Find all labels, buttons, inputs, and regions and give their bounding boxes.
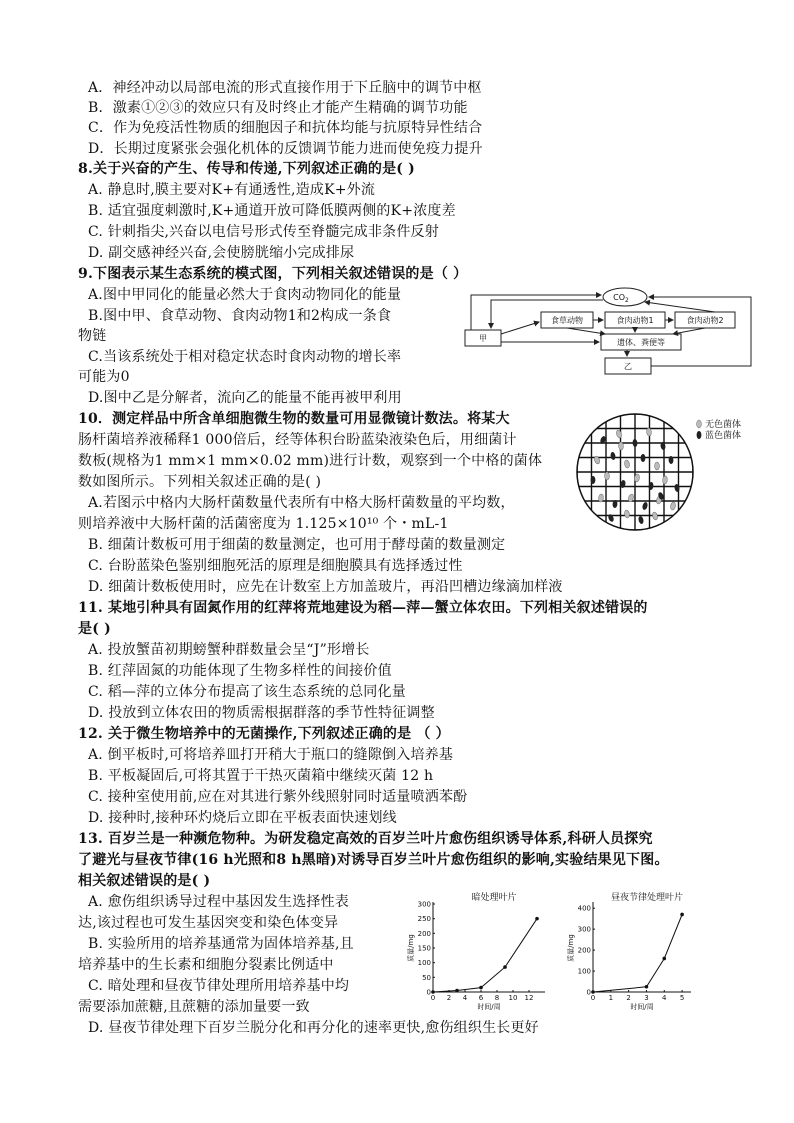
carnivore2-label: 食肉动物2: [686, 316, 724, 325]
dark-treatment-chart: [405, 888, 555, 1016]
y-tick-label: 250: [417, 915, 431, 924]
q13-option-d: D. 昼夜节律处理下百岁兰脱分化和再分化的速率更快,愈伤组织生长更好: [88, 1020, 539, 1036]
colorless-cell: [605, 472, 610, 480]
q11-option-d: D. 投放到立体农田的物质需根据群落的季节性特征调整: [88, 705, 435, 721]
y-tick-label: 400: [577, 904, 591, 913]
colorless-cell: [652, 512, 659, 521]
colorless-cell: [662, 476, 667, 484]
x-tick-label: 4: [462, 994, 468, 1002]
y-tick-label: 100: [577, 967, 591, 976]
x-axis-label: 时间/周: [477, 1003, 501, 1011]
q10-option-d: D. 细菌计数板使用时，应先在计数室上方加盖玻片，再沿凹槽边缘滴加样液: [88, 579, 563, 595]
series-line: [593, 915, 682, 993]
blue-cell: [610, 452, 616, 461]
q8-option-d: D. 副交感神经兴奋,会使膀胱缩小完成排尿: [88, 245, 355, 261]
x-tick-label: 3: [644, 994, 649, 1002]
q11-option-a: A. 投放蟹苗初期螃蟹种群数量会呈“J”形增长: [88, 642, 370, 658]
y-tick-label: 50: [422, 973, 431, 982]
y-axis-label: 质量/mg: [567, 934, 575, 962]
x-tick-label: 1: [608, 994, 614, 1002]
q9-stem: 9.下图表示某生态系统的模式图，下列相关叙述错误的是（ ）: [78, 266, 468, 282]
q13-stem-line1: 13. 百岁兰是一种濒危物种。为研发稳定高效的百岁兰叶片愈伤组织诱导体系,科研人员探究: [78, 831, 653, 847]
y-tick-label: 100: [417, 959, 431, 968]
q7-option-c: C．作为免疫活性物质的细胞因子和抗体均能与抗原特异性结合: [88, 120, 483, 136]
q7-option-d: D．长期过度紧张会强化机体的反馈调节能力进而使免疫力提升: [88, 141, 483, 157]
q9-option-a: A.图中甲同化的能量必然大于食肉动物同化的能量: [88, 287, 402, 303]
q8-option-b: B. 适宜强度刺激时,K+通道开放可降低膜两侧的K+浓度差: [88, 203, 456, 219]
yi-label: 乙: [624, 362, 632, 371]
q11-option-b: B. 红萍固氮的功能体现了生物多样性的间接价值: [88, 663, 392, 679]
legend-blue-swatch: [697, 431, 702, 439]
q12-option-d: D. 接种时,接种环灼烧后立即在平板表面快速划线: [88, 810, 397, 826]
data-point: [455, 989, 459, 993]
q7-option-b: B．激素①②③的效应只有及时终止才能产生精确的调节功能: [88, 100, 468, 116]
x-tick-label: 0: [590, 994, 596, 1002]
q10-stem-line1: 10．测定样品中所含单细胞微生物的数量可用显微镜计数法。将某大: [78, 411, 510, 427]
co2-subscript: 2: [625, 297, 629, 304]
q11-stem-line2: 是( ): [78, 621, 111, 637]
circadian-treatment-chart: [565, 888, 700, 1016]
data-point: [591, 990, 595, 994]
x-tick-label: 0: [430, 994, 436, 1002]
y-tick-label: 300: [577, 925, 591, 934]
remains-label: 遗体、粪便等: [617, 338, 665, 347]
q13-stem-line3: 相关叙述错误的是( ): [78, 873, 211, 889]
data-point: [645, 985, 649, 989]
q12-stem: 12. 关于微生物培养中的无菌操作,下列叙述正确的是 （ ）: [78, 726, 450, 742]
q7-option-a: A．神经冲动以局部电流的形式直接作用于下丘脑中的调节中枢: [88, 80, 482, 96]
data-point: [503, 965, 507, 969]
q9-option-c-line1: C.当该系统处于相对稳定状态时食肉动物的增长率: [88, 349, 402, 365]
y-tick-label: 150: [417, 944, 431, 953]
q8-option-a: A. 静息时,膜主要对K+有通透性,造成K+外流: [88, 182, 376, 198]
legend-blue-label: 蓝色菌体: [705, 431, 742, 441]
arrow-carnivore2-remains: [673, 328, 705, 334]
q10-option-a-line1: A.若图示中格内大肠杆菌数量代表所有中格大肠杆菌数量的平均数，: [88, 495, 515, 511]
co2-label: CO: [613, 293, 626, 302]
x-tick-label: 6: [478, 994, 484, 1002]
x-tick-label: 8: [494, 994, 500, 1002]
y-tick-label: 200: [417, 929, 431, 938]
svg-text:CO2: [613, 293, 629, 304]
blue-cell: [641, 454, 646, 462]
q12-option-a: A. 倒平板时,可将培养皿打开稍大于瓶口的缝隙倒入培养基: [88, 747, 454, 763]
legend-colorless-swatch: [697, 420, 702, 428]
counting-chamber-figure: [575, 410, 785, 535]
colorless-cell: [655, 462, 660, 470]
x-axis-label: 时间/周: [630, 1003, 654, 1011]
arrow-jia-herbivore: [501, 322, 539, 334]
q13-option-c-line2: 需要添加蔗糖,且蔗糖的添加量要一致: [78, 999, 310, 1015]
chart-title: 暗处理叶片: [471, 893, 517, 903]
colorless-cell: [624, 510, 630, 519]
jia-label: 甲: [479, 334, 487, 343]
blue-cell: [642, 502, 649, 511]
data-point: [535, 917, 539, 921]
x-tick-label: 10: [508, 994, 518, 1002]
q10-option-c: C. 台盼蓝染色鉴别细胞死活的原理是细胞膜具有选择透过性: [88, 558, 463, 574]
q8-stem: 8.关于兴奋的产生、传导和传递,下列叙述正确的是( ): [78, 161, 416, 177]
q13-option-b-line1: B. 实验所用的培养基通常为固体培养基,且: [88, 936, 354, 952]
q8-option-c: C. 针刺指尖,兴奋以电信号形式传至脊髓完成非条件反射: [88, 224, 439, 240]
q10-option-b: B. 细菌计数板可用于细菌的数量测定，也可用于酵母菌的数量测定: [88, 537, 506, 553]
q13-option-b-line2: 培养基中的生长素和细胞分裂素比例适中: [78, 957, 334, 973]
series-line: [433, 919, 537, 992]
x-tick-label: 2: [446, 994, 452, 1002]
colorless-cell: [616, 429, 623, 438]
q13-option-a-line2: 达,该过程也可发生基因突变和染色体变异: [78, 915, 339, 931]
q13-stem-line2: 了避光与昼夜节律(16 h光照和8 h黑暗)对诱导百岁兰叶片愈伤组织的影响,实验结果见下图。: [78, 852, 669, 868]
arrow-yi-co2: [649, 297, 751, 366]
data-point: [431, 990, 435, 994]
data-point: [662, 957, 666, 961]
q10-stem-line3: 数板(规格为1 mm×1 mm×0.02 mm)进行计数，观察到一个中格的菌体: [78, 453, 543, 469]
q9-option-b-line1: B.图中甲、食草动物、食肉动物1和2构成一条食: [88, 308, 392, 324]
x-tick-label: 12: [524, 994, 534, 1002]
arrow-co2-jia: [491, 300, 603, 328]
colorless-cell: [593, 455, 600, 464]
q13-option-a-line1: A. 愈伤组织诱导过程中基因发生选择性表: [88, 894, 350, 910]
colorless-cell: [624, 460, 630, 469]
data-point: [680, 913, 684, 917]
q11-stem-line1: 11. 某地引种具有固氮作用的红萍将荒地建设为稻—萍—蟹立体农田。下列相关叙述错误的: [78, 600, 648, 616]
q11-option-c: C. 稻—萍的立体分布提高了该生态系统的总同化量: [88, 684, 406, 700]
arrow-carnivore2-co2: [645, 302, 715, 312]
herbivore-label: 食草动物: [551, 316, 583, 325]
blue-cell: [632, 439, 637, 447]
blue-cell: [607, 513, 615, 522]
ecosystem-diagram: [455, 286, 775, 378]
q9-option-d: D.图中乙是分解者，流向乙的能量不能再被甲利用: [88, 390, 402, 406]
q10-stem-line4: 数如图所示。下列相关叙述正确的是( ): [78, 474, 322, 490]
blue-cell: [638, 516, 644, 525]
arrow-herbivore-remains: [567, 328, 605, 334]
colorless-cell: [618, 442, 623, 450]
colorless-cell: [670, 502, 676, 511]
y-tick-label: 200: [577, 946, 591, 955]
data-point: [479, 986, 483, 990]
x-tick-label: 5: [679, 994, 685, 1002]
y-tick-label: 300: [417, 900, 431, 909]
q13-option-c-line1: C. 暗处理和昼夜节律处理所用培养基中均: [88, 978, 350, 994]
carnivore1-label: 食肉动物1: [616, 316, 654, 325]
q9-option-c-line2: 可能为0: [78, 369, 130, 385]
q10-option-a-line2: 则培养液中大肠杆菌的活菌密度为 1.125×10¹⁰ 个・mL-1: [78, 516, 449, 532]
q12-option-b: B. 平板凝固后,可将其置于干热灭菌箱中继续灭菌 12 h: [88, 768, 434, 784]
x-tick-label: 2: [626, 994, 631, 1002]
x-tick-label: 4: [662, 994, 667, 1002]
legend-colorless-label: 无色菌体: [705, 420, 742, 430]
chart-title: 昼夜节律处理叶片: [610, 893, 684, 903]
y-tick-label: 0: [586, 988, 591, 997]
q12-option-c: C. 接种室使用前,应在对其进行紫外线照射同时适量喷洒苯酚: [88, 789, 468, 805]
y-axis-label: 质量/mg: [407, 934, 415, 962]
q9-option-b-line2: 物链: [78, 328, 107, 344]
y-tick-label: 0: [426, 988, 431, 997]
q10-stem-line2: 肠杆菌培养液稀释1 000倍后，经等体积台盼蓝染液染色后，用细菌计: [78, 432, 517, 448]
